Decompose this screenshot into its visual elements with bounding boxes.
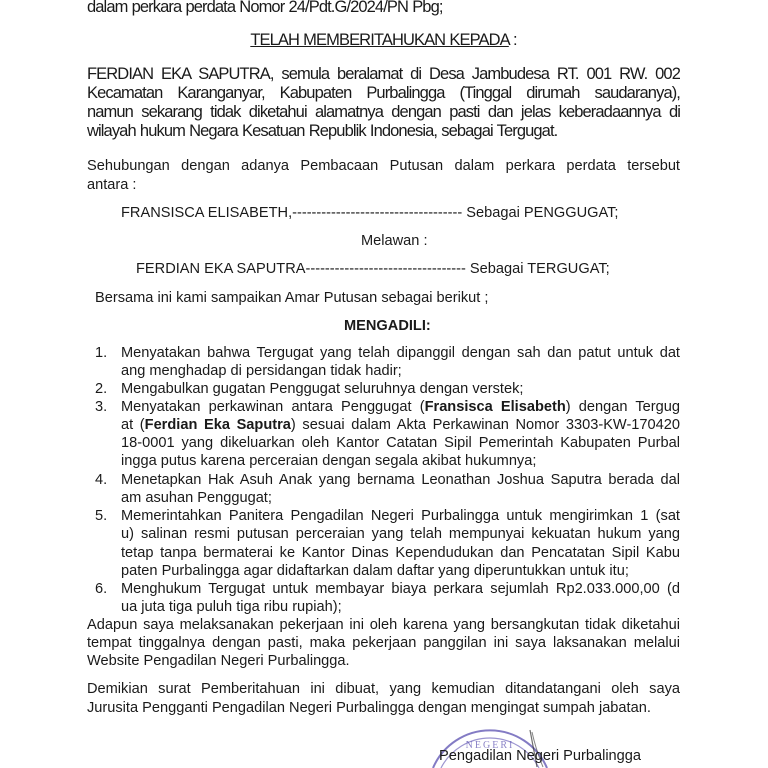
verdict-line: Mengabulkan gugatan Penggugat seluruhnya dengan verstek; <box>121 381 524 397</box>
addressee-line: namun sekarang tidak diketahui alamatnya dengan pasti dan jelas keberadaannya di <box>87 103 680 121</box>
execution-line: Website Pengadilan Negeri Purbalingga. <box>87 653 350 669</box>
verdict-line: ingga putus karena perceraian dengan segala akibat hukumnya; <box>121 453 537 469</box>
text: ) sesuai dalam Akta Perkawinan Nomor 3303-KW-170420 <box>290 417 680 433</box>
closing-line: Demikian surat Pemberitahuan ini dibuat, yang kemudian ditandatangani oleh saya <box>87 681 680 697</box>
text: ) dengan Tergug <box>565 399 680 415</box>
addressee-line: FERDIAN EKA SAPUTRA, semula beralamat di Desa Jambudesa RT. 001 RW. 002 <box>87 65 680 83</box>
transmit-line: Bersama ini kami sampaikan Amar Putusan sebagai berikut ; <box>95 290 489 306</box>
item-number: 2. <box>95 381 108 397</box>
item-number: 1. <box>95 345 108 361</box>
verdict-line: Menetapkan Hak Asuh Anak yang bernama Leonathan Joshua Saputra berada dal <box>121 472 680 488</box>
verdict-line: am asuhan Penggugat; <box>121 490 272 506</box>
signature-institution: Pengadilan Negeri Purbalingga <box>439 748 642 764</box>
verdict-line: Menyatakan bahwa Tergugat yang telah dipanggil dengan sah dan patut untuk dat <box>121 345 680 361</box>
verdict-line <box>121 416 680 434</box>
verdict-line: Memerintahkan Panitera Pengadilan Negeri Purbalingga untuk mengirimkan 1 (sat <box>121 508 680 524</box>
addressee-line: Kecamatan Karanganyar, Kabupaten Purbalingga (Tinggal dirumah saudaranya), <box>87 84 680 102</box>
verdict-line: tetap tanpa bermaterai ke Kantor Dinas Kependudukan dan Pencatatan Sipil Kabu <box>121 545 680 561</box>
defendant-name: Ferdian Eka Saputra <box>144 417 291 433</box>
notice-heading-text: TELAH MEMBERITAHUKAN KEPADA <box>250 31 509 49</box>
verdict-line: ua juta tiga puluh tiga ribu rupiah); <box>121 599 342 615</box>
versus-label: Melawan : <box>361 233 428 249</box>
notice-heading-colon: : <box>508 31 517 49</box>
plaintiff-line: FRANSISCA ELISABETH,----------------------------------- Sebagai PENGGUGAT; <box>121 205 619 221</box>
intro-line: Sehubungan dengan adanya Pembacaan Putusan dalam perkara perdata tersebut <box>87 158 680 174</box>
verdict-line <box>121 398 680 416</box>
intro-line: antara : <box>87 177 137 193</box>
addressee-line: wilayah hukum Negara Kesatuan Republik Indonesia, sebagai Tergugat. <box>87 122 558 140</box>
verdict-line: paten Purbalingga agar didaftarkan dalam daftar yang diperuntukkan untuk itu; <box>121 563 629 579</box>
verdict-line: ang menghadap di persidangan tidak hadir; <box>121 363 402 379</box>
closing-line: Jurusita Pengganti Pengadilan Negeri Purbalingga dengan mengingat sumpah jabatan. <box>87 700 651 716</box>
execution-line: Adapun saya melaksanakan pekerjaan ini oleh karena yang bersangkutan tidak diketahui <box>87 617 680 633</box>
item-number: 3. <box>95 399 108 415</box>
verdict-line: 18-0001 yang dikeluarkan oleh Kantor Catatan Sipil Pemerintah Kabupaten Purbal <box>121 435 680 451</box>
seal-text: NEGERI <box>465 740 515 751</box>
item-number: 6. <box>95 581 108 597</box>
notice-heading <box>87 31 680 49</box>
case-number-line: dalam perkara perdata Nomor 24/Pdt.G/2024/PN Pbg; <box>87 0 443 16</box>
item-number: 5. <box>95 508 108 524</box>
item-number: 4. <box>95 472 108 488</box>
execution-line: tempat tinggalnya dengan pasti, maka pekerjaan panggilan ini saya laksanakan melalui <box>87 635 680 651</box>
plaintiff-name: Fransisca Elisabeth <box>424 399 566 415</box>
text: Menyatakan perkawinan antara Penggugat ( <box>121 399 425 415</box>
verdict-heading: MENGADILI: <box>344 318 431 334</box>
verdict-line: Menghukum Tergugat untuk membayar biaya perkara sejumlah Rp2.033.000,00 (d <box>121 581 680 597</box>
defendant-line: FERDIAN EKA SAPUTRA--------------------------------- Sebagai TERGUGAT; <box>136 261 610 277</box>
verdict-line: u) salinan resmi putusan perceraian yang telah mempunyai kekuatan hukum yang <box>121 526 680 542</box>
text: at ( <box>121 417 145 433</box>
